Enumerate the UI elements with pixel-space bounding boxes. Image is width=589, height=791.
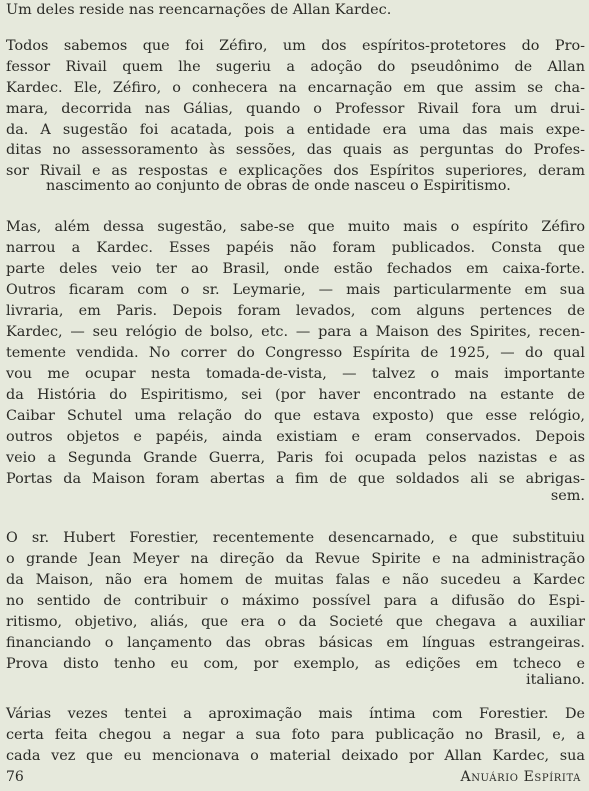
paragraph-2-line-5: da. A sugestão foi acatada, pois a entidade era uma das mais expe-: [6, 122, 585, 138]
paragraph-3-line-8: vou me ocupar nesta tomada-de-vista, — talvez o mais importante: [6, 366, 585, 382]
paragraph-3-line-1: Mas, além dessa sugestão, sabe-se que muito mais o espírito Zéfiro: [6, 219, 585, 235]
paragraph-2-line-6: ditas no assessoramento às sessões, das quais as perguntas do Profes-: [6, 142, 585, 158]
paragraph-2-line-2: fessor Rivail quem lhe sugeriu a adoção do pseudônimo de Allan: [6, 59, 585, 75]
paragraph-4-line-2: o grande Jean Meyer na direção da Revue Spirite e na administração: [6, 551, 585, 567]
paragraph-4-line-6: financiando o lançamento das obras básicas em línguas estrangeiras.: [6, 635, 585, 651]
paragraph-3-line-6: Kardec, — seu relógio de bolso, etc. — para a Maison des Spirites, recen-: [6, 324, 585, 340]
paragraph-3-line-10: Caibar Schutel uma relação do que estava exposto) que esse relógio,: [6, 408, 585, 424]
paragraph-3-line-14: sem.: [550, 488, 585, 504]
paragraph-3-line-9: da História do Espiritismo, sei (por haver encontrado na estante de: [6, 387, 585, 403]
paragraph-4-line-8: italiano.: [525, 672, 585, 688]
paragraph-4-line-4: no sentido de contribuir o máximo possível para a difusão do Espi-: [6, 593, 585, 609]
paragraph-2-line-7: sor Rivail e as respostas e explicações dos Espíritos superiores, deram: [6, 163, 585, 179]
paragraph-2-line-1: Todos sabemos que foi Zéfiro, um dos espíritos-protetores do Pro-: [6, 38, 585, 54]
page-number: 76: [6, 769, 24, 785]
paragraph-2-line-3: Kardec. Ele, Zéfiro, o conhecera na encarnação em que assim se cha-: [6, 80, 585, 96]
page-footer: [6, 767, 583, 787]
paragraph-4-line-3: da Maison, não era homem de muitas falas e não sucedeu a Kardec: [6, 572, 585, 588]
paragraph-2-line-4: mara, decorrida nas Gálias, quando o Professor Rivail fora um drui-: [6, 101, 585, 117]
paragraph-1-line-1: Um deles reside nas reencarnações de Allan Kardec.: [6, 2, 392, 18]
paragraph-3-line-7: temente vendida. No correr do Congresso Espírita de 1925, — do qual: [6, 345, 585, 361]
paragraph-4-line-1: O sr. Hubert Forestier, recentemente desencarnado, e que substituiu: [6, 530, 585, 546]
paragraph-2-line-8: nascimento ao conjunto de obras de onde nasceu o Espiritismo.: [46, 178, 511, 194]
paragraph-5-line-3: cada vez que eu mencionava o material deixado por Allan Kardec, sua: [6, 748, 585, 764]
paragraph-3-line-13: Portas da Maison foram abertas a fim de que soldados ali se abrigas-: [6, 471, 585, 487]
paragraph-5-line-2: certa feita chegou a negar a sua foto para publicação no Brasil, e, a: [6, 727, 585, 743]
paragraph-3-line-12: veio a Segunda Grande Guerra, Paris foi ocupada pelos nazistas e as: [6, 450, 585, 466]
paragraph-3-line-3: parte deles veio ter ao Brasil, onde estão fechados em caixa-forte.: [6, 261, 585, 277]
paragraph-3-line-2: narrou a Kardec. Esses papéis não foram publicados. Consta que: [6, 240, 585, 256]
paragraph-5-line-1: Várias vezes tentei a aproximação mais íntima com Forestier. De: [6, 706, 585, 722]
paragraph-3-line-11: outros objetos e papéis, ainda existiam e eram conservados. Depois: [6, 429, 585, 445]
paragraph-3-line-4: Outros ficaram com o sr. Leymarie, — mais particularmente em sua: [6, 282, 585, 298]
paragraph-3-line-5: livraria, em Paris. Depois foram levados, com alguns pertences de: [6, 303, 585, 319]
paragraph-4-line-5: ritismo, objetivo, aliás, que era o da Societé que chegava a auxiliar: [6, 614, 585, 630]
paragraph-4-line-7: Prova disto tenho eu com, por exemplo, as edições em tcheco e: [6, 656, 585, 672]
running-title: Anuário Espírita: [460, 769, 581, 785]
